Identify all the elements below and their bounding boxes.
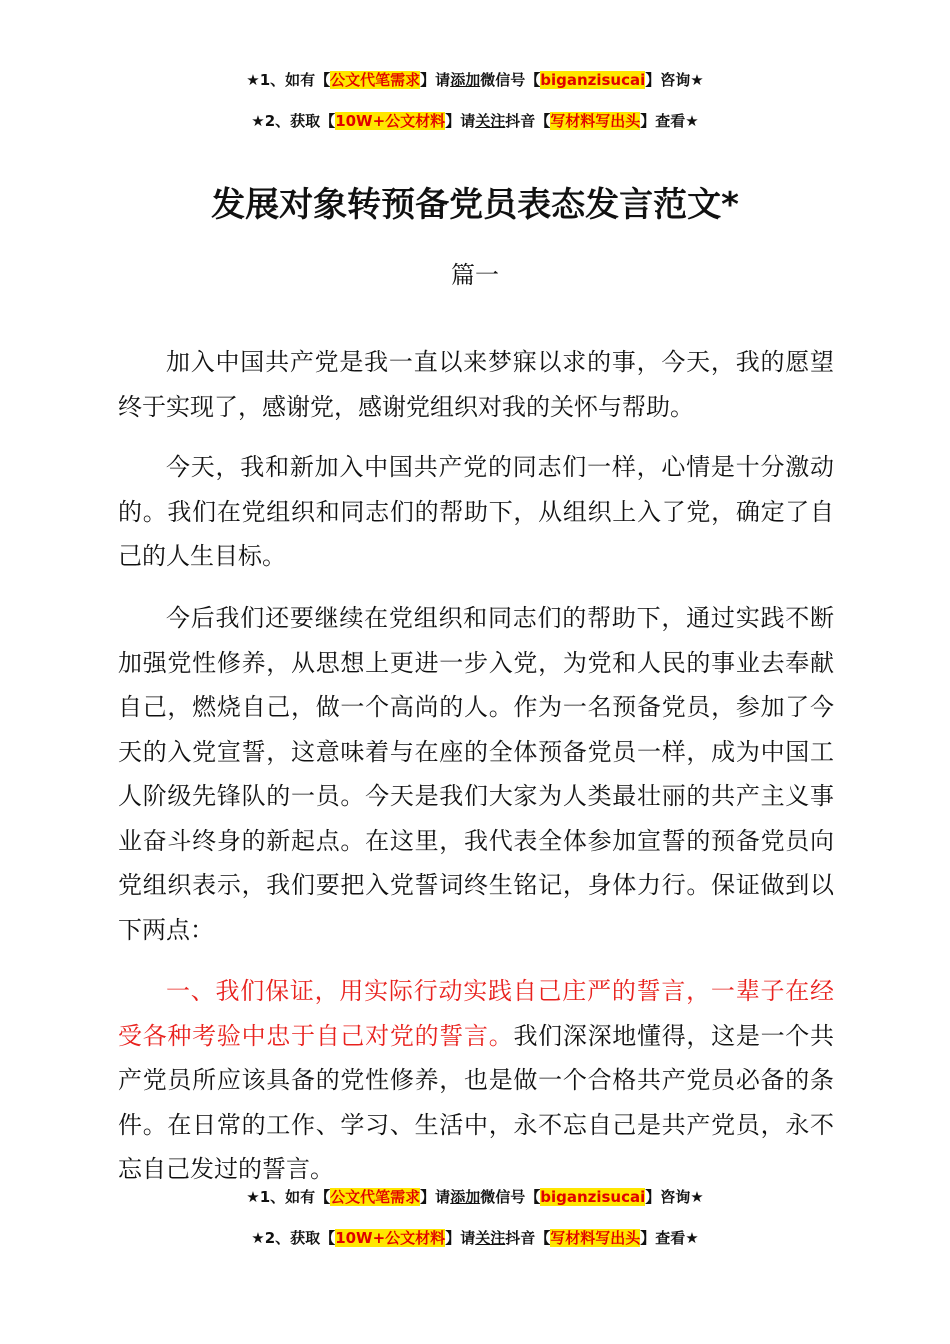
promo-text: 】请: [445, 1229, 476, 1247]
promo-highlight: 10W+公文材料: [335, 1229, 446, 1247]
promo-highlight: 10W+公文材料: [335, 112, 446, 130]
promo-underlined: 关注: [475, 1229, 506, 1247]
promo-line-bottom-1: [0, 1186, 950, 1208]
promo-text: 】查看★: [640, 1229, 699, 1247]
promo-underlined: 添加: [450, 1188, 481, 1206]
point-body: 我们深深地懂得，这是一个共产党员所应该具备的党性修养，也是做一个合格共产党员必备的条件。在日常的工作、学习、生活中，永不忘自己是共产党员，永不忘自己发过的誓言。: [118, 1021, 835, 1183]
promo-highlight: biganzisucai: [540, 71, 646, 89]
promo-text: 抖音【: [505, 1229, 551, 1247]
paragraph-3: 今后我们还要继续在党组织和同志们的帮助下，通过实践不断加强党性修养，从思想上更进一步入党，为党和人民的事业去奉献自己，燃烧自己，做一个高尚的人。作为一名预备党员，参加了今天的入党宣誓，这意味着与在座的全体预备党员一样，成为中国工人阶级先锋队的一员。今天是我们大家为人类最壮丽的共产主义事业奋斗终身的新起点。在这里，我代表全体参加宣誓的预备党员向党组织表示，我们要把入党誓词终生铭记，身体力行。保证做到以下两点：: [118, 604, 834, 944]
promo-text: ★1、如有【: [246, 1188, 331, 1206]
promo-text: 】咨询★: [645, 71, 704, 89]
promo-text: 】请: [420, 1188, 451, 1206]
promo-line-bottom-2: [0, 1227, 950, 1249]
promo-text: 】请: [445, 112, 476, 130]
promo-text: 微信号【: [480, 1188, 541, 1206]
point-heading: 一、我们保证，用实际行动实践自己庄严的誓言，一辈子在经受各种考验中忠于自己对党的誓言。: [118, 977, 834, 1050]
promo-text: ★1、如有【: [246, 71, 331, 89]
paragraph-1: 加入中国共产党是我一直以来梦寐以求的事，今天，我的愿望终于实现了，感谢党，感谢党组织对我的关怀与帮助。: [118, 348, 834, 421]
promo-text: 】查看★: [640, 112, 699, 130]
promo-text: ★2、获取【: [251, 112, 336, 130]
paragraph-4: [118, 969, 834, 1192]
section-heading: 篇一: [451, 261, 499, 289]
promo-highlight: 公文代笔需求: [330, 71, 421, 89]
promo-text: 抖音【: [505, 112, 551, 130]
promo-underlined: 关注: [475, 112, 506, 130]
promo-highlight: biganzisucai: [540, 1188, 646, 1206]
promo-text: 】请: [420, 71, 451, 89]
promo-line-top-1: [0, 69, 950, 91]
promo-text: 微信号【: [480, 71, 541, 89]
promo-line-top-2: [0, 110, 950, 132]
promo-highlight: 写材料写出头: [550, 112, 641, 130]
promo-highlight: 公文代笔需求: [330, 1188, 421, 1206]
promo-text: ★2、获取【: [251, 1229, 336, 1247]
paragraph-2: 今天，我和新加入中国共产党的同志们一样，心情是十分激动的。我们在党组织和同志们的帮助下，从组织上入了党，确定了自己的人生目标。: [118, 453, 834, 570]
promo-underlined: 添加: [450, 71, 481, 89]
promo-highlight: 写材料写出头: [550, 1229, 641, 1247]
document-title: 发展对象转预备党员表态发言范文*: [211, 185, 739, 225]
promo-text: 】咨询★: [645, 1188, 704, 1206]
